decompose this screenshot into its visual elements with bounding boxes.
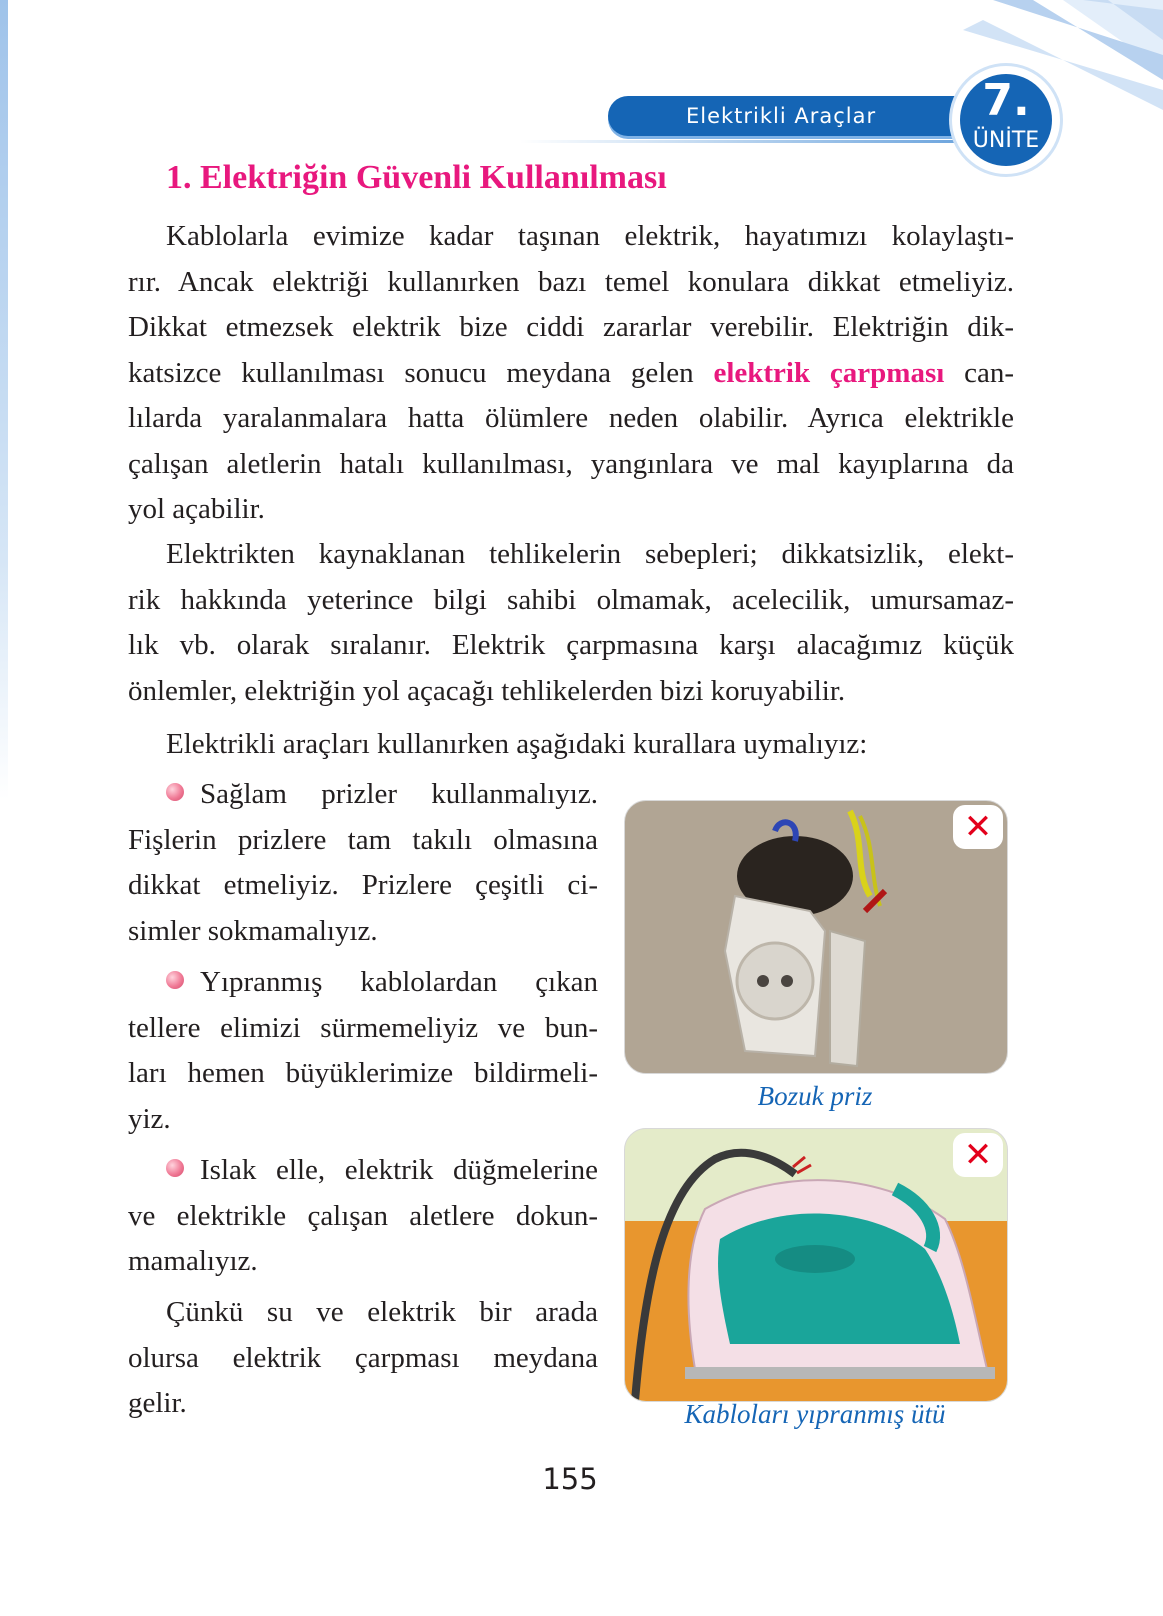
paragraph-line: lık vb. olarak sıralanır. Elektrik çarpmasına karşı alacağımız küçük (128, 629, 1014, 661)
rule-line (128, 1148, 598, 1194)
unit-badge (952, 66, 1060, 174)
iron-illustration (625, 1129, 1007, 1401)
broken-socket-illustration (625, 801, 1007, 1073)
paragraph-text: katsizce kullanılması sonucu meydana gelen (128, 356, 714, 389)
rule-line: tellere elimizi sürmemeliyiz ve bun- (128, 1011, 598, 1044)
paragraph-line: lılarda yaralanmalara hatta ölümlere neden olabilir. Ayrıca elektrikle (128, 402, 1014, 434)
figure-2-caption: Kabloları yıpranmış ütü (684, 1399, 946, 1429)
paragraph-line: Elektrikli araçları kullanırken aşağıdaki kurallara uymalıyız: (166, 728, 868, 760)
broken-socket-photo (624, 800, 1008, 1074)
rule-line (128, 960, 598, 1006)
header-underline (520, 140, 970, 143)
rule-line: ve elektrikle çalışan aletlere dokun- (128, 1199, 598, 1232)
rule-3 (128, 1148, 598, 1285)
rule-1 (128, 772, 598, 954)
rule-2 (128, 960, 598, 1142)
unit-word: ÜNİTE (972, 128, 1040, 153)
page-number: 155 (542, 1462, 598, 1496)
closing-line: olursa elektrik çarpması meydana (128, 1341, 598, 1374)
page-edge-stripe (0, 0, 8, 800)
paragraph-line (128, 351, 1014, 397)
wrong-mark-icon: ✕ (953, 805, 1003, 849)
rule-line (128, 772, 598, 818)
paragraph-line: rır. Ancak elektriği kullanırken bazı temel konulara dikkat etmeliyiz. (128, 265, 1014, 298)
bullet-dot-icon (166, 783, 184, 801)
unit-number: 7. (982, 75, 1030, 126)
paragraph-line: Kablolarla evimize kadar taşınan elektrik, hayatımızı kolaylaştı- (166, 220, 1014, 252)
rule-line: mamalıyız. (128, 1245, 258, 1277)
page-heading: 1. Elektriğin Güvenli Kullanılması (166, 159, 667, 196)
rule-line: Fişlerin prizlere tam takılı olmasına (128, 823, 598, 856)
paragraph-line: Dikkat etmezsek elektrik bize ciddi zararlar verebilir. Elektriğin dik- (128, 311, 1014, 343)
paragraph-text: can- (944, 356, 1014, 389)
rule-text: Sağlam prizler kullanmalıyız. (200, 778, 598, 810)
paragraph-line: Elektrikten kaynaklanan tehlikelerin sebepleri; dikkatsizlik, elekt- (166, 538, 1014, 570)
rule-text: Yıpranmış kablolardan çıkan (200, 966, 598, 998)
paragraph-line: rik hakkında yeterince bilgi sahibi olmamak, acelecilik, umursamaz- (128, 583, 1014, 616)
highlight-term: elektrik çarpması (713, 356, 945, 389)
paragraph-1 (128, 214, 1014, 533)
bullet-dot-icon (166, 1159, 184, 1177)
paragraph-3 (128, 722, 1014, 768)
paragraph-line: çalışan aletlerin hatalı kullanılması, yangınlara ve mal kayıplarına da (128, 447, 1014, 480)
rule-text: Islak elle, elektrik düğmelerine (200, 1154, 598, 1186)
paragraph-2 (128, 532, 1014, 714)
wrong-mark-icon: ✕ (953, 1133, 1003, 1177)
closing-line: Çünkü su ve elektrik bir arada (166, 1296, 598, 1328)
paragraph-line: yol açabilir. (128, 493, 265, 525)
closing-paragraph (128, 1290, 598, 1427)
section-title: Elektrikli Araçlar (686, 104, 877, 128)
rule-line: dikkat etmeliyiz. Prizlere çeşitli ci- (128, 869, 598, 901)
figure-1-caption: Bozuk priz (757, 1081, 873, 1111)
iron-photo (624, 1128, 1008, 1402)
closing-line: gelir. (128, 1387, 187, 1419)
rule-line: simler sokmamalıyız. (128, 914, 378, 947)
bullet-dot-icon (166, 971, 184, 989)
rule-line: ları hemen büyüklerimize bildirmeli- (128, 1057, 598, 1089)
paragraph-line: önlemler, elektriğin yol açacağı tehlikelerden bizi koruyabilir. (128, 674, 846, 707)
unit-badge-circle (960, 74, 1052, 166)
rule-line: yiz. (128, 1102, 171, 1135)
